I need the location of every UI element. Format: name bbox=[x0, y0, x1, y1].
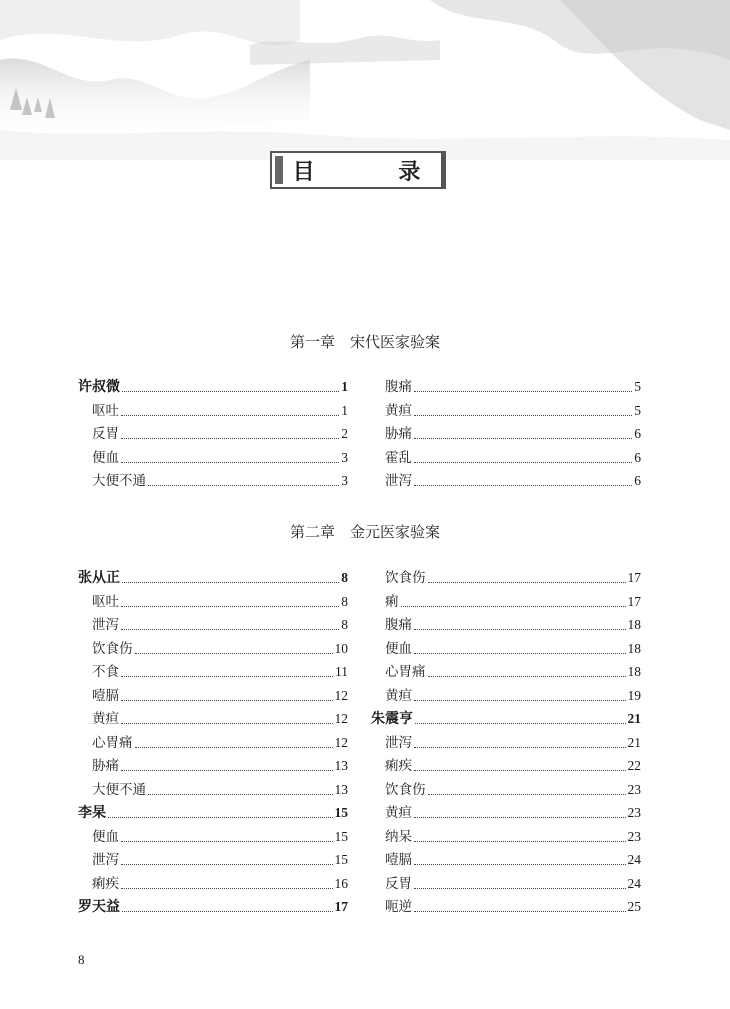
toc-entry[interactable] bbox=[385, 778, 641, 798]
leader-dots bbox=[121, 675, 333, 677]
toc-entry[interactable] bbox=[385, 801, 641, 821]
entry-label: 张从正 bbox=[78, 570, 120, 586]
entry-label: 饮食伤 bbox=[385, 782, 426, 798]
entry-label: 呃逆 bbox=[385, 899, 412, 915]
entry-label: 反胃 bbox=[92, 426, 119, 442]
leader-dots bbox=[414, 816, 626, 818]
toc-entry[interactable] bbox=[92, 754, 348, 774]
entry-page: 3 bbox=[341, 450, 348, 465]
toc-entry[interactable] bbox=[371, 707, 641, 727]
entry-page: 6 bbox=[634, 450, 641, 465]
toc-entry[interactable] bbox=[385, 660, 641, 680]
entry-page: 22 bbox=[627, 758, 641, 773]
entry-label: 反胃 bbox=[385, 876, 412, 892]
entry-page: 1 bbox=[341, 379, 348, 394]
entry-page: 21 bbox=[627, 711, 641, 726]
leader-dots bbox=[414, 910, 626, 912]
entry-page: 2 bbox=[341, 426, 348, 441]
entry-label: 朱震亨 bbox=[371, 711, 413, 727]
chapter-heading: 第二章 金元医家验案 bbox=[289, 523, 440, 541]
leader-dots bbox=[414, 863, 626, 865]
entry-page: 12 bbox=[334, 735, 348, 750]
toc-entry[interactable] bbox=[385, 469, 641, 489]
leader-dots bbox=[121, 414, 339, 416]
toc-entry[interactable] bbox=[385, 566, 641, 586]
entry-label: 李杲 bbox=[78, 805, 106, 821]
leader-dots bbox=[414, 769, 626, 771]
toc-entry[interactable] bbox=[385, 375, 641, 395]
toc-entry[interactable] bbox=[385, 446, 641, 466]
entry-label: 噎膈 bbox=[385, 852, 412, 868]
entry-page: 3 bbox=[341, 473, 348, 488]
toc-entry[interactable] bbox=[385, 684, 641, 704]
entry-label: 心胃痛 bbox=[385, 664, 426, 680]
toc-entry[interactable] bbox=[92, 872, 348, 892]
leader-dots bbox=[121, 840, 333, 842]
entry-label: 大便不通 bbox=[92, 782, 146, 798]
leader-dots bbox=[414, 484, 632, 486]
leader-dots bbox=[414, 887, 626, 889]
toc-entry[interactable] bbox=[385, 590, 641, 610]
toc-entry[interactable] bbox=[92, 613, 348, 633]
entry-label: 泄泻 bbox=[92, 617, 119, 633]
leader-dots bbox=[121, 437, 339, 439]
entry-page: 15 bbox=[334, 852, 348, 867]
entry-page: 19 bbox=[627, 688, 641, 703]
leader-dots bbox=[121, 605, 339, 607]
entry-page: 8 bbox=[341, 594, 348, 609]
leader-dots bbox=[414, 390, 632, 392]
toc-entry[interactable] bbox=[385, 637, 641, 657]
entry-page: 17 bbox=[627, 594, 641, 609]
leader-dots bbox=[148, 484, 339, 486]
toc-entry[interactable] bbox=[92, 848, 348, 868]
toc-entry[interactable] bbox=[385, 872, 641, 892]
entry-label: 痢疾 bbox=[385, 758, 412, 774]
toc-entry[interactable] bbox=[385, 825, 641, 845]
entry-page: 6 bbox=[634, 426, 641, 441]
entry-page: 21 bbox=[627, 735, 641, 750]
leader-dots bbox=[414, 652, 626, 654]
toc-entry[interactable] bbox=[92, 684, 348, 704]
entry-label: 泄泻 bbox=[385, 735, 412, 751]
leader-dots bbox=[414, 699, 626, 701]
entry-label: 黄疸 bbox=[385, 805, 412, 821]
toc-entry[interactable] bbox=[92, 590, 348, 610]
entry-label: 不食 bbox=[92, 664, 119, 680]
toc-entry[interactable] bbox=[92, 446, 348, 466]
toc-entry[interactable] bbox=[385, 754, 641, 774]
entry-label: 心胃痛 bbox=[92, 735, 133, 751]
leader-dots bbox=[148, 793, 333, 795]
toc-entry[interactable] bbox=[92, 778, 348, 798]
leader-dots bbox=[414, 437, 632, 439]
entry-label: 饮食伤 bbox=[92, 641, 133, 657]
entry-page: 18 bbox=[627, 617, 641, 632]
entry-label: 饮食伤 bbox=[385, 570, 426, 586]
entry-page: 16 bbox=[334, 876, 348, 891]
entry-page: 13 bbox=[334, 758, 348, 773]
toc-entry[interactable] bbox=[92, 660, 348, 680]
entry-page: 6 bbox=[634, 473, 641, 488]
leader-dots bbox=[414, 628, 626, 630]
entry-page: 18 bbox=[627, 664, 641, 679]
entry-page: 23 bbox=[627, 829, 641, 844]
leader-dots bbox=[428, 793, 626, 795]
toc-entry[interactable] bbox=[78, 375, 348, 395]
toc-entry[interactable] bbox=[385, 399, 641, 419]
toc-entry[interactable] bbox=[385, 895, 641, 915]
entry-label: 大便不通 bbox=[92, 473, 146, 489]
leader-dots bbox=[122, 910, 333, 912]
leader-dots bbox=[122, 581, 339, 583]
leader-dots bbox=[414, 746, 626, 748]
entry-page: 17 bbox=[334, 899, 348, 914]
page-number: 8 bbox=[78, 952, 85, 967]
leader-dots bbox=[108, 816, 333, 818]
toc-entry[interactable] bbox=[92, 469, 348, 489]
leader-dots bbox=[428, 581, 626, 583]
leader-dots bbox=[415, 722, 626, 724]
entry-label: 泄泻 bbox=[92, 852, 119, 868]
toc-entry[interactable] bbox=[385, 848, 641, 868]
entry-label: 霍乱 bbox=[385, 450, 412, 466]
entry-page: 8 bbox=[341, 570, 348, 585]
entry-label: 黄疸 bbox=[385, 403, 412, 419]
entry-page: 5 bbox=[634, 379, 641, 394]
toc-entry[interactable] bbox=[385, 613, 641, 633]
entry-page: 8 bbox=[341, 617, 348, 632]
entry-label: 许叔微 bbox=[78, 379, 120, 395]
leader-dots bbox=[121, 699, 333, 701]
leader-dots bbox=[121, 628, 339, 630]
entry-label: 便血 bbox=[92, 450, 119, 466]
entry-label: 泄泻 bbox=[385, 473, 412, 489]
leader-dots bbox=[122, 390, 339, 392]
entry-page: 23 bbox=[627, 782, 641, 797]
entry-page: 12 bbox=[334, 711, 348, 726]
chapter-heading: 第一章 宋代医家验案 bbox=[289, 333, 440, 351]
leader-dots bbox=[135, 746, 333, 748]
entry-page: 5 bbox=[634, 403, 641, 418]
leader-dots bbox=[414, 840, 626, 842]
entry-page: 1 bbox=[341, 403, 348, 418]
entry-page: 23 bbox=[627, 805, 641, 820]
entry-label: 呕吐 bbox=[92, 403, 119, 419]
leader-dots bbox=[135, 652, 333, 654]
entry-page: 15 bbox=[334, 805, 348, 820]
toc-entry[interactable] bbox=[92, 707, 348, 727]
entry-label: 腹痛 bbox=[385, 379, 412, 395]
entry-page: 24 bbox=[627, 876, 641, 891]
entry-label: 呕吐 bbox=[92, 594, 119, 610]
entry-page: 12 bbox=[334, 688, 348, 703]
leader-dots bbox=[121, 887, 333, 889]
entry-label: 罗天益 bbox=[78, 899, 120, 915]
leader-dots bbox=[121, 722, 333, 724]
toc-entry[interactable] bbox=[385, 422, 641, 442]
entry-label: 胁痛 bbox=[92, 758, 119, 774]
entry-page: 24 bbox=[627, 852, 641, 867]
leader-dots bbox=[121, 461, 339, 463]
entry-page: 15 bbox=[334, 829, 348, 844]
entry-label: 痢疾 bbox=[92, 876, 119, 892]
entry-label: 黄疸 bbox=[92, 711, 119, 727]
entry-label: 痢 bbox=[385, 594, 399, 610]
entry-page: 17 bbox=[627, 570, 641, 585]
entry-page: 10 bbox=[334, 641, 348, 656]
entry-page: 25 bbox=[627, 899, 641, 914]
entry-label: 便血 bbox=[385, 641, 412, 657]
toc-entry[interactable] bbox=[385, 731, 641, 751]
leader-dots bbox=[414, 461, 632, 463]
toc-entry[interactable] bbox=[92, 731, 348, 751]
leader-dots bbox=[428, 675, 626, 677]
toc-entry[interactable] bbox=[92, 637, 348, 657]
entry-label: 腹痛 bbox=[385, 617, 412, 633]
entry-label: 胁痛 bbox=[385, 426, 412, 442]
leader-dots bbox=[121, 769, 333, 771]
toc-entry[interactable] bbox=[78, 566, 348, 586]
toc-entry[interactable] bbox=[78, 801, 348, 821]
toc-entry[interactable] bbox=[92, 422, 348, 442]
entry-label: 便血 bbox=[92, 829, 119, 845]
toc-title: 目 录 bbox=[292, 158, 459, 185]
leader-dots bbox=[401, 605, 626, 607]
toc-entry[interactable] bbox=[92, 825, 348, 845]
toc-entry[interactable] bbox=[78, 895, 348, 915]
toc-title-box bbox=[270, 151, 459, 189]
entry-label: 噎膈 bbox=[92, 688, 119, 704]
leader-dots bbox=[414, 414, 632, 416]
entry-label: 黄疸 bbox=[385, 688, 412, 704]
entry-page: 13 bbox=[334, 782, 348, 797]
leader-dots bbox=[121, 863, 333, 865]
entry-page: 11 bbox=[335, 664, 348, 679]
toc-entry[interactable] bbox=[92, 399, 348, 419]
entry-page: 18 bbox=[627, 641, 641, 656]
entry-label: 纳呆 bbox=[385, 829, 412, 845]
